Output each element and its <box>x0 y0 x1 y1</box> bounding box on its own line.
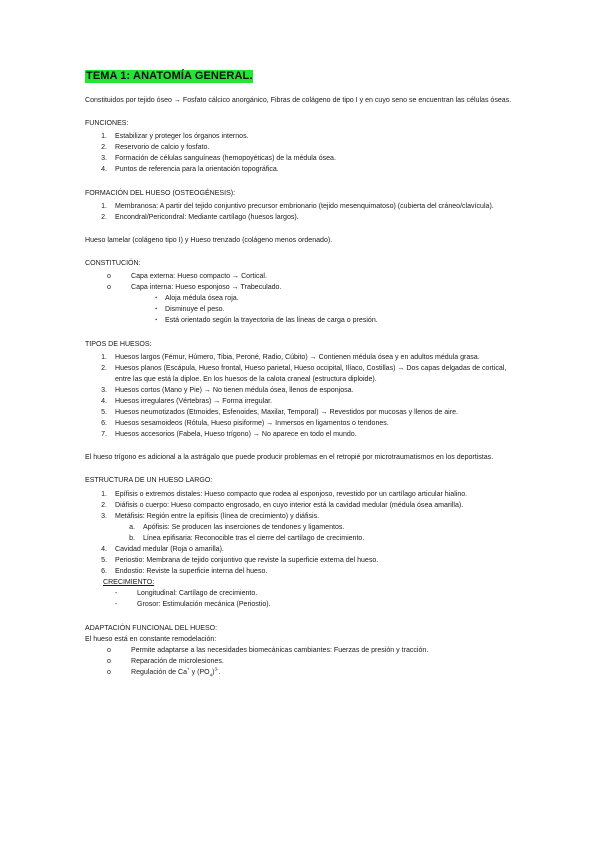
adaptacion-section <box>85 623 515 678</box>
list-number: 5. <box>101 409 107 417</box>
list-number: 2. <box>101 213 107 221</box>
list-text: Encondral/Pericondral: Mediante cartílago (huesos largos). <box>115 213 299 221</box>
list-text: Estabilizar y proteger los órganos internos. <box>115 133 249 141</box>
list-text: Puntos de referencia para la orientación topográfica. <box>115 166 279 174</box>
list-item <box>85 142 515 153</box>
constitucion-section <box>85 258 515 327</box>
list-number: 7. <box>101 431 107 439</box>
bullet: o <box>107 284 111 292</box>
estructura-heading: ESTRUCTURA DE UN HUESO LARGO: <box>85 477 213 485</box>
list-item <box>85 212 515 223</box>
list-item <box>85 352 515 363</box>
regulacion-text: Regulación de Ca <box>131 668 188 676</box>
list-item <box>85 363 515 385</box>
list-text: Periostio: Membrana de tejido conjuntivo que reviste la superficie externa del hueso. <box>115 557 379 565</box>
list-text: Huesos sesamoideos (Rótula, Hueso pisiforme) → Inmersos en ligamentos o tendones. <box>115 420 389 428</box>
bullet: o <box>107 657 111 665</box>
formacion-heading: FORMACIÓN DEL HUESO (OSTEOGÉNESIS): <box>85 189 236 197</box>
list-item <box>85 656 515 667</box>
crecimiento-label: CRECIMIENTO: <box>103 579 155 587</box>
list-number: 2. <box>101 364 107 372</box>
list-text: Epífisis o extremos distales: Hueso compacto que rodea al esponjoso, revestido por un cartílago articular hialino. <box>115 490 468 498</box>
list-text: Grosor: Estimulación mecánica (Periostio). <box>137 601 271 609</box>
list-item <box>85 599 515 610</box>
document-page <box>85 70 515 690</box>
list-item <box>85 315 515 326</box>
list-number: 4. <box>101 166 107 174</box>
list-number: 3. <box>101 155 107 163</box>
bullet: - <box>115 601 118 609</box>
list-item <box>85 544 515 555</box>
list-item <box>85 293 515 304</box>
regulacion-sup: + <box>187 666 190 672</box>
page-title: TEMA 1: ANATOMÍA GENERAL. <box>86 70 253 82</box>
bullet: o <box>107 668 111 676</box>
tipos-section <box>85 339 515 441</box>
list-number: 6. <box>101 568 107 576</box>
list-item <box>85 645 515 656</box>
bullet: ▪ <box>155 306 157 313</box>
list-text: Membranosa: A partir del tejido conjuntivo precursor embrionario (tejido mesenquimatoso) (cubierta del cráneo/clavícula). <box>115 202 494 210</box>
bullet: - <box>115 590 118 598</box>
list-text: Huesos cortos (Mano y Pie) → No tienen médula ósea, llenos de esponjosa. <box>115 386 354 394</box>
list-number: 4. <box>101 546 107 553</box>
list-text <box>131 667 515 678</box>
regulacion-sup: 3- <box>214 666 219 672</box>
bullet: ▪ <box>155 317 157 324</box>
list-text: Diáfisis o cuerpo: Hueso compacto engrosado, en cuyo interior está la cavidad medular (médula ósea amarilla). <box>115 501 464 509</box>
list-text: Huesos largos (Fémur, Húmero, Tibia, Peroné, Radio, Cúbito) → Contienen médula ósea y en adultos médula grasa. <box>115 353 480 361</box>
crecimiento-subheading <box>85 577 515 588</box>
hueso-lamelar-paragraph: Hueso lamelar (colágeno tipo I) y Hueso trenzado (colágeno menos ordenado). <box>85 236 333 244</box>
list-item <box>85 511 515 522</box>
adaptacion-intro: El hueso está en constante remodelación: <box>85 635 217 643</box>
list-text: Huesos neumotizados (Etmoides, Esfenoides, Maxilar, Temporal) → Revestidos por mucosas y llenos de aire. <box>115 409 458 417</box>
list-item <box>85 282 515 293</box>
regulacion-text: ) <box>212 668 215 676</box>
list-item <box>85 407 515 418</box>
list-item <box>85 131 515 142</box>
list-number: 3. <box>101 512 107 520</box>
estructura-section <box>85 475 515 610</box>
list-text: Metáfisis: Región entre la epífisis (línea de crecimiento) y diáfisis. <box>115 512 320 520</box>
constitucion-heading: CONSTITUCIÓN: <box>85 259 141 267</box>
list-item <box>85 555 515 566</box>
list-number: 6. <box>101 420 107 428</box>
list-number: 2. <box>101 501 107 509</box>
list-item <box>85 522 515 533</box>
list-item <box>85 489 515 500</box>
list-number: 1. <box>101 133 107 141</box>
funciones-section <box>85 118 515 175</box>
list-text: Está orientado según la trayectoria de las líneas de carga o presión. <box>165 317 378 325</box>
list-text: Línea epifisaria: Reconocible tras el cierre del cartílago de crecimiento. <box>143 534 365 542</box>
list-text: Apófisis: Se producen las inserciones de tendones y ligamentos. <box>143 523 345 531</box>
regulacion-sub: 4 <box>209 672 213 678</box>
list-text: Reservorio de calcio y fosfato. <box>115 144 210 152</box>
list-text: Huesos planos (Escápula, Hueso frontal, Hueso parietal, Hueso occipital, Ilíaco, Costillas) → Dos capas delgadas de cortical, entre las que está la diploe. En los huesos de la calota craneal (estructura diploide). <box>115 364 507 383</box>
list-text: Huesos irregulares (Vértebras) → Forma irregular. <box>115 397 273 405</box>
list-item <box>85 304 515 315</box>
list-item <box>85 667 515 678</box>
list-item <box>85 153 515 164</box>
bullet: o <box>107 646 111 654</box>
adaptacion-heading: ADAPTACIÓN FUNCIONAL DEL HUESO: <box>85 624 218 632</box>
list-text: Huesos accesorios (Fabela, Hueso trígono) → No aparece en todo el mundo. <box>115 431 357 439</box>
formacion-section <box>85 188 515 223</box>
intro-paragraph: Constituidos por tejido óseo → Fosfato cálcico anorgánico, Fibras de colágeno de tipo I y en cuyo seno se encuentran las células óseas. <box>85 97 512 104</box>
list-number: 1. <box>101 490 107 498</box>
list-item <box>85 271 515 282</box>
list-item <box>85 418 515 429</box>
list-number: 1. <box>101 202 107 210</box>
list-text: Permite adaptarse a las necesidades biomecánicas cambiantes: Fuerzas de presión y tracción. <box>131 646 429 654</box>
list-number: 3. <box>101 386 107 394</box>
list-letter: b. <box>129 534 135 542</box>
list-item <box>85 385 515 396</box>
bullet: o <box>107 273 111 281</box>
list-text: Aloja médula ósea roja. <box>165 295 239 303</box>
regulacion-text: . <box>218 668 221 676</box>
tipos-heading: TIPOS DE HUESOS: <box>85 340 152 348</box>
list-text: Capa interna: Hueso esponjoso → Trabeculado. <box>131 284 282 292</box>
list-text: Reparación de microlesiones. <box>131 657 224 665</box>
list-item <box>85 429 515 440</box>
list-number: 4. <box>101 397 107 405</box>
list-item <box>85 164 515 175</box>
list-text: Cavidad medular (Roja o amarilla). <box>115 546 224 553</box>
list-item <box>85 533 515 544</box>
list-number: 5. <box>101 557 107 565</box>
list-number: 2. <box>101 144 107 152</box>
list-text: Endostio: Reviste la superficie interna del hueso. <box>115 568 268 576</box>
bullet: ▪ <box>155 295 157 302</box>
list-item <box>85 201 515 212</box>
list-letter: a. <box>129 523 135 531</box>
list-text: Formación de células sanguíneas (hemopoyéticas) de la médula ósea. <box>115 155 336 163</box>
list-number: 1. <box>101 353 107 361</box>
trigono-paragraph: El hueso trígono es adicional a la astrágalo que puede producir problemas en el retropié por microtraumatismos en los deportistas. <box>85 454 494 462</box>
list-item <box>85 566 515 577</box>
list-item <box>85 588 515 599</box>
regulacion-text: y (PO <box>189 668 210 676</box>
funciones-heading: FUNCIONES: <box>85 120 129 128</box>
list-text: Capa externa: Hueso compacto → Cortical. <box>131 273 267 281</box>
list-item <box>85 396 515 407</box>
list-text: Longitudinal: Cartílago de crecimiento. <box>137 590 258 598</box>
list-text: Disminuye el peso. <box>165 306 225 314</box>
list-item <box>85 500 515 511</box>
